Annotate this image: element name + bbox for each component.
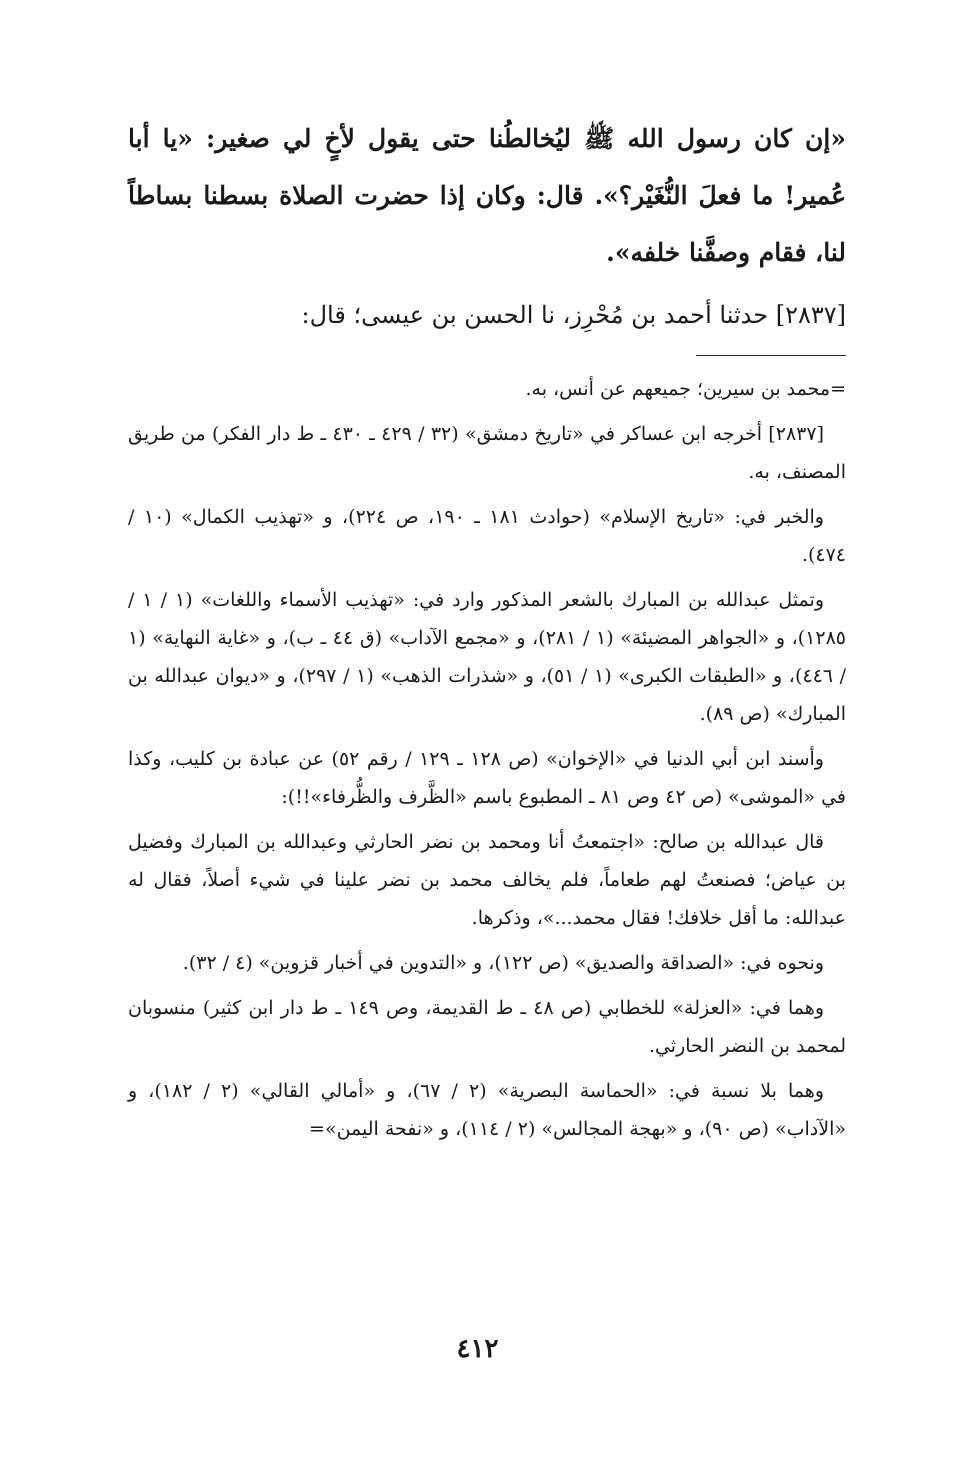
isnad-line: [٢٨٣٧] حدثنا أحمد بن مُحْرِز، نا الحسن بن عيسى؛ قال: (301, 301, 846, 329)
footnote-paragraph: وأسند ابن أبي الدنيا في «الإخوان» (ص ١٢٨ ـ ١٢٩ / رقم ٥٢) عن عبادة بن كليب، وكذا في «الموشى» (ص ٤٢ وص ٨١ ـ المطبوع باسم «الظَّرف والظُّرفاء»!!): (128, 748, 846, 808)
footnote-continuation: =محمد بن سيرين؛ جميعهم عن أنس، به. (525, 378, 846, 400)
footnote-paragraph: وهما في: «العزلة» للخطابي (ص ٤٨ ـ ط القديمة، وص ١٤٩ ـ ط دار ابن كثير) منسوبان لمحمد بن النضر الحارثي. (128, 997, 846, 1057)
page-body (128, 110, 846, 1155)
footnote-separator (696, 355, 846, 356)
page-number: ٤١٢ (456, 1334, 499, 1364)
hadith-text-block (128, 110, 846, 281)
hadith-text: «إن كان رسول الله ﷺ ليُخالطُنا حتى يقول لأخٍ لي صغير: «يا أبا عُمير! ما فعلَ النُّغَيْر؟». قال: وكان إذا حضرت الصلاة بسطنا بساطاً لنا، فقام وصفَّنا خلفه». (128, 124, 846, 267)
footnotes (128, 370, 846, 1148)
footnote-paragraph: وهما بلا نسبة في: «الحماسة البصرية» (٢ / ٦٧)، و «أمالي القالي» (٢ / ١٨٢)، و «الآداب» (ص ٩٠)، و «بهجة المجالس» (٢ / ١١٤)، و «نفحة اليمن»= (128, 1080, 846, 1140)
footnote-paragraph: والخبر في: «تاريخ الإسلام» (حوادث ١٨١ ـ ١٩٠، ص ٢٢٤)، و «تهذيب الكمال» (١٠ / ٤٧٤). (128, 506, 846, 566)
footnote-paragraph: ونحوه في: «الصداقة والصديق» (ص ١٢٢)، و «التدوين في أخبار قزوين» (٤ / ٣٢). (182, 952, 824, 974)
footnote-paragraph: قال عبدالله بن صالح: «اجتمعتُ أنا ومحمد بن نضر الحارثي وعبدالله بن المبارك وفضيل بن عياض؛ فصنعتُ لهم طعاماً، فلم يخالف محمد بن نضر علينا في شيء أصلاً، فقال له عبدالله: ما أقل خلافك! فقال محمد...»، وذكرها. (128, 831, 846, 929)
footnote-paragraph: وتمثل عبدالله بن المبارك بالشعر المذكور وارد في: «تهذيب الأسماء واللغات» (١ / ١ / ١٢٨٥)، و «الجواهر المضيئة» (١ / ٢٨١)، و «مجمع الآداب» (ق ٤٤ ـ ب)، و «غاية النهاية» (١ / ٤٤٦)، و «الطبقات الكبرى» (١ / ٥١)، و «شذرات الذهب» (١ / ٢٩٧)، و «ديوان عبدالله بن المبارك» (ص ٨٩). (128, 589, 846, 725)
footnote-2837: [٢٨٣٧] أخرجه ابن عساكر في «تاريخ دمشق» (٣٢ / ٤٢٩ ـ ٤٣٠ ـ ط دار الفكر) من طريق المصنف، به. (128, 423, 846, 483)
